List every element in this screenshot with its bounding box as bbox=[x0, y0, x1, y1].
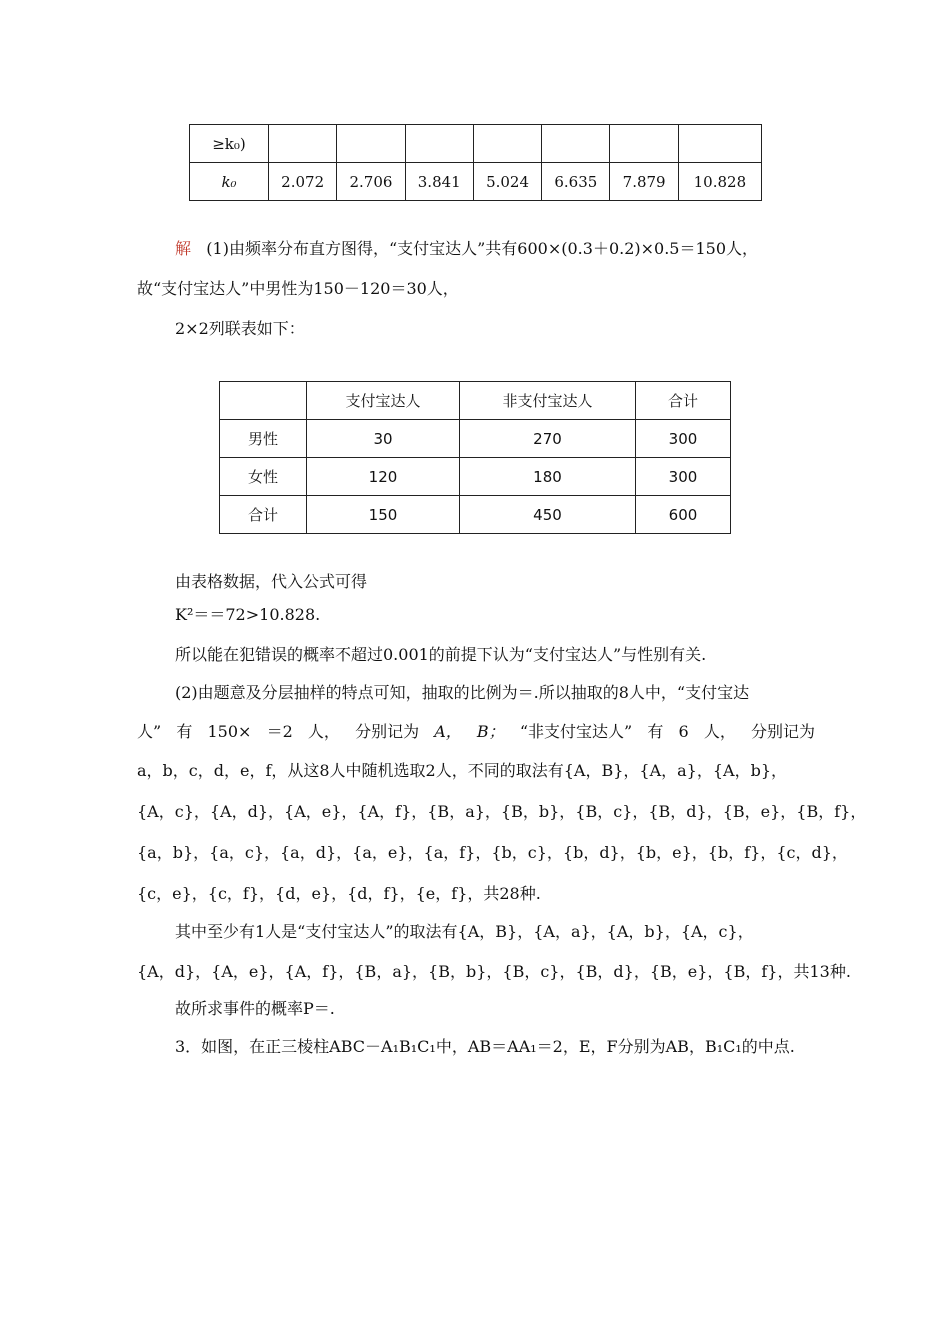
table-cell: 270 bbox=[460, 420, 636, 458]
contingency-table bbox=[219, 381, 731, 534]
table-row bbox=[220, 382, 731, 420]
table-cell bbox=[473, 125, 541, 163]
word: B； bbox=[476, 722, 505, 741]
table-row bbox=[190, 163, 762, 201]
solution-paragraph-3: 2×2列联表如下： bbox=[175, 319, 305, 338]
table-cell bbox=[405, 125, 473, 163]
table-cell: 300 bbox=[636, 420, 731, 458]
table-cell bbox=[269, 125, 337, 163]
table-cell: 30 bbox=[307, 420, 460, 458]
table-header-cell bbox=[220, 382, 307, 420]
table-cell: ≥k₀) bbox=[190, 125, 269, 163]
word: 人， bbox=[703, 722, 736, 741]
table-cell bbox=[678, 125, 761, 163]
paragraph-4: 由表格数据，代入公式可得 bbox=[175, 572, 368, 591]
table-cell: 6.635 bbox=[542, 163, 610, 201]
table-row bbox=[220, 420, 731, 458]
table-cell: 450 bbox=[460, 496, 636, 534]
table-cell: 2.706 bbox=[337, 163, 405, 201]
table-row bbox=[220, 496, 731, 534]
table-cell: 7.879 bbox=[610, 163, 678, 201]
paragraph-13: 其中至少有1人是“支付宝达人”的取法有{A，B}，{A，a}，{A，b}，{A，c}， bbox=[175, 922, 754, 941]
word: 人， bbox=[307, 722, 340, 741]
problem-3: 3．如图，在正三棱柱ABC－A₁B₁C₁中，AB＝AA₁＝2，E，F分别为AB，B₁C₁的中点. bbox=[175, 1037, 795, 1056]
word: 分别记为 bbox=[355, 722, 420, 741]
table-cell: k₀ bbox=[190, 163, 269, 201]
table-header-cell: 合计 bbox=[636, 382, 731, 420]
paragraph-14: {A，d}，{A，e}，{A，f}，{B，a}，{B，b}，{B，c}，{B，d}，{B，e}，{B，f}，共13种. bbox=[137, 962, 851, 981]
word: 有 bbox=[647, 722, 664, 741]
word: 6 bbox=[678, 722, 689, 741]
table-row bbox=[220, 458, 731, 496]
word: “非支付宝达人” bbox=[519, 722, 633, 741]
word: 人” bbox=[137, 722, 162, 741]
paragraph-6: 所以能在犯错误的概率不超过0.001的前提下认为“支付宝达人”与性别有关. bbox=[175, 645, 707, 664]
table-cell: 10.828 bbox=[678, 163, 761, 201]
paragraph-15: 故所求事件的概率P＝. bbox=[175, 999, 335, 1018]
table-cell: 300 bbox=[636, 458, 731, 496]
table-header-cell: 支付宝达人 bbox=[307, 382, 460, 420]
table-cell: 女性 bbox=[220, 458, 307, 496]
table-header-cell: 非支付宝达人 bbox=[460, 382, 636, 420]
table-cell: 3.841 bbox=[405, 163, 473, 201]
word: 分别记为 bbox=[750, 722, 815, 741]
formula-line: K²＝＝72>10.828. bbox=[175, 605, 321, 624]
paragraph-10: {A，c}，{A，d}，{A，e}，{A，f}，{B，a}，{B，b}，{B，c}，{B，d}，{B，e}，{B，f}， bbox=[137, 802, 867, 821]
table-cell: 5.024 bbox=[473, 163, 541, 201]
paragraph-8 bbox=[137, 721, 815, 743]
table-cell bbox=[542, 125, 610, 163]
table-row bbox=[190, 125, 762, 163]
table-cell: 150 bbox=[307, 496, 460, 534]
table-cell: 600 bbox=[636, 496, 731, 534]
table-cell: 180 bbox=[460, 458, 636, 496]
word: ＝2 bbox=[266, 722, 293, 741]
word: 有 bbox=[176, 722, 193, 741]
critical-value-table bbox=[189, 124, 762, 201]
word: A， bbox=[434, 722, 462, 741]
paragraph-9: a，b，c，d，e，f，从这8人中随机选取2人，不同的取法有{A，B}，{A，a}，{A，b}， bbox=[137, 761, 788, 780]
table-cell: 120 bbox=[307, 458, 460, 496]
solution-marker: 解 bbox=[175, 239, 192, 258]
table-cell: 2.072 bbox=[269, 163, 337, 201]
paragraph-7: (2)由题意及分层抽样的特点可知，抽取的比例为＝.所以抽取的8人中，“支付宝达 bbox=[175, 683, 750, 702]
paragraph-12: {c，e}，{c，f}，{d，e}，{d，f}，{e，f}，共28种. bbox=[137, 884, 541, 903]
word: 150× bbox=[207, 722, 252, 741]
table-cell bbox=[337, 125, 405, 163]
table-cell: 男性 bbox=[220, 420, 307, 458]
table-cell: 合计 bbox=[220, 496, 307, 534]
solution-paragraph-2: 故“支付宝达人”中男性为150－120＝30人， bbox=[137, 279, 459, 298]
paragraph-11: {a，b}，{a，c}，{a，d}，{a，e}，{a，f}，{b，c}，{b，d}，{b，e}，{b，f}，{c，d}， bbox=[137, 843, 848, 862]
table-cell bbox=[610, 125, 678, 163]
text: (1)由频率分布直方图得，“支付宝达人”共有600×(0.3＋0.2)×0.5＝150人， bbox=[206, 239, 759, 258]
solution-paragraph-1 bbox=[175, 238, 758, 260]
